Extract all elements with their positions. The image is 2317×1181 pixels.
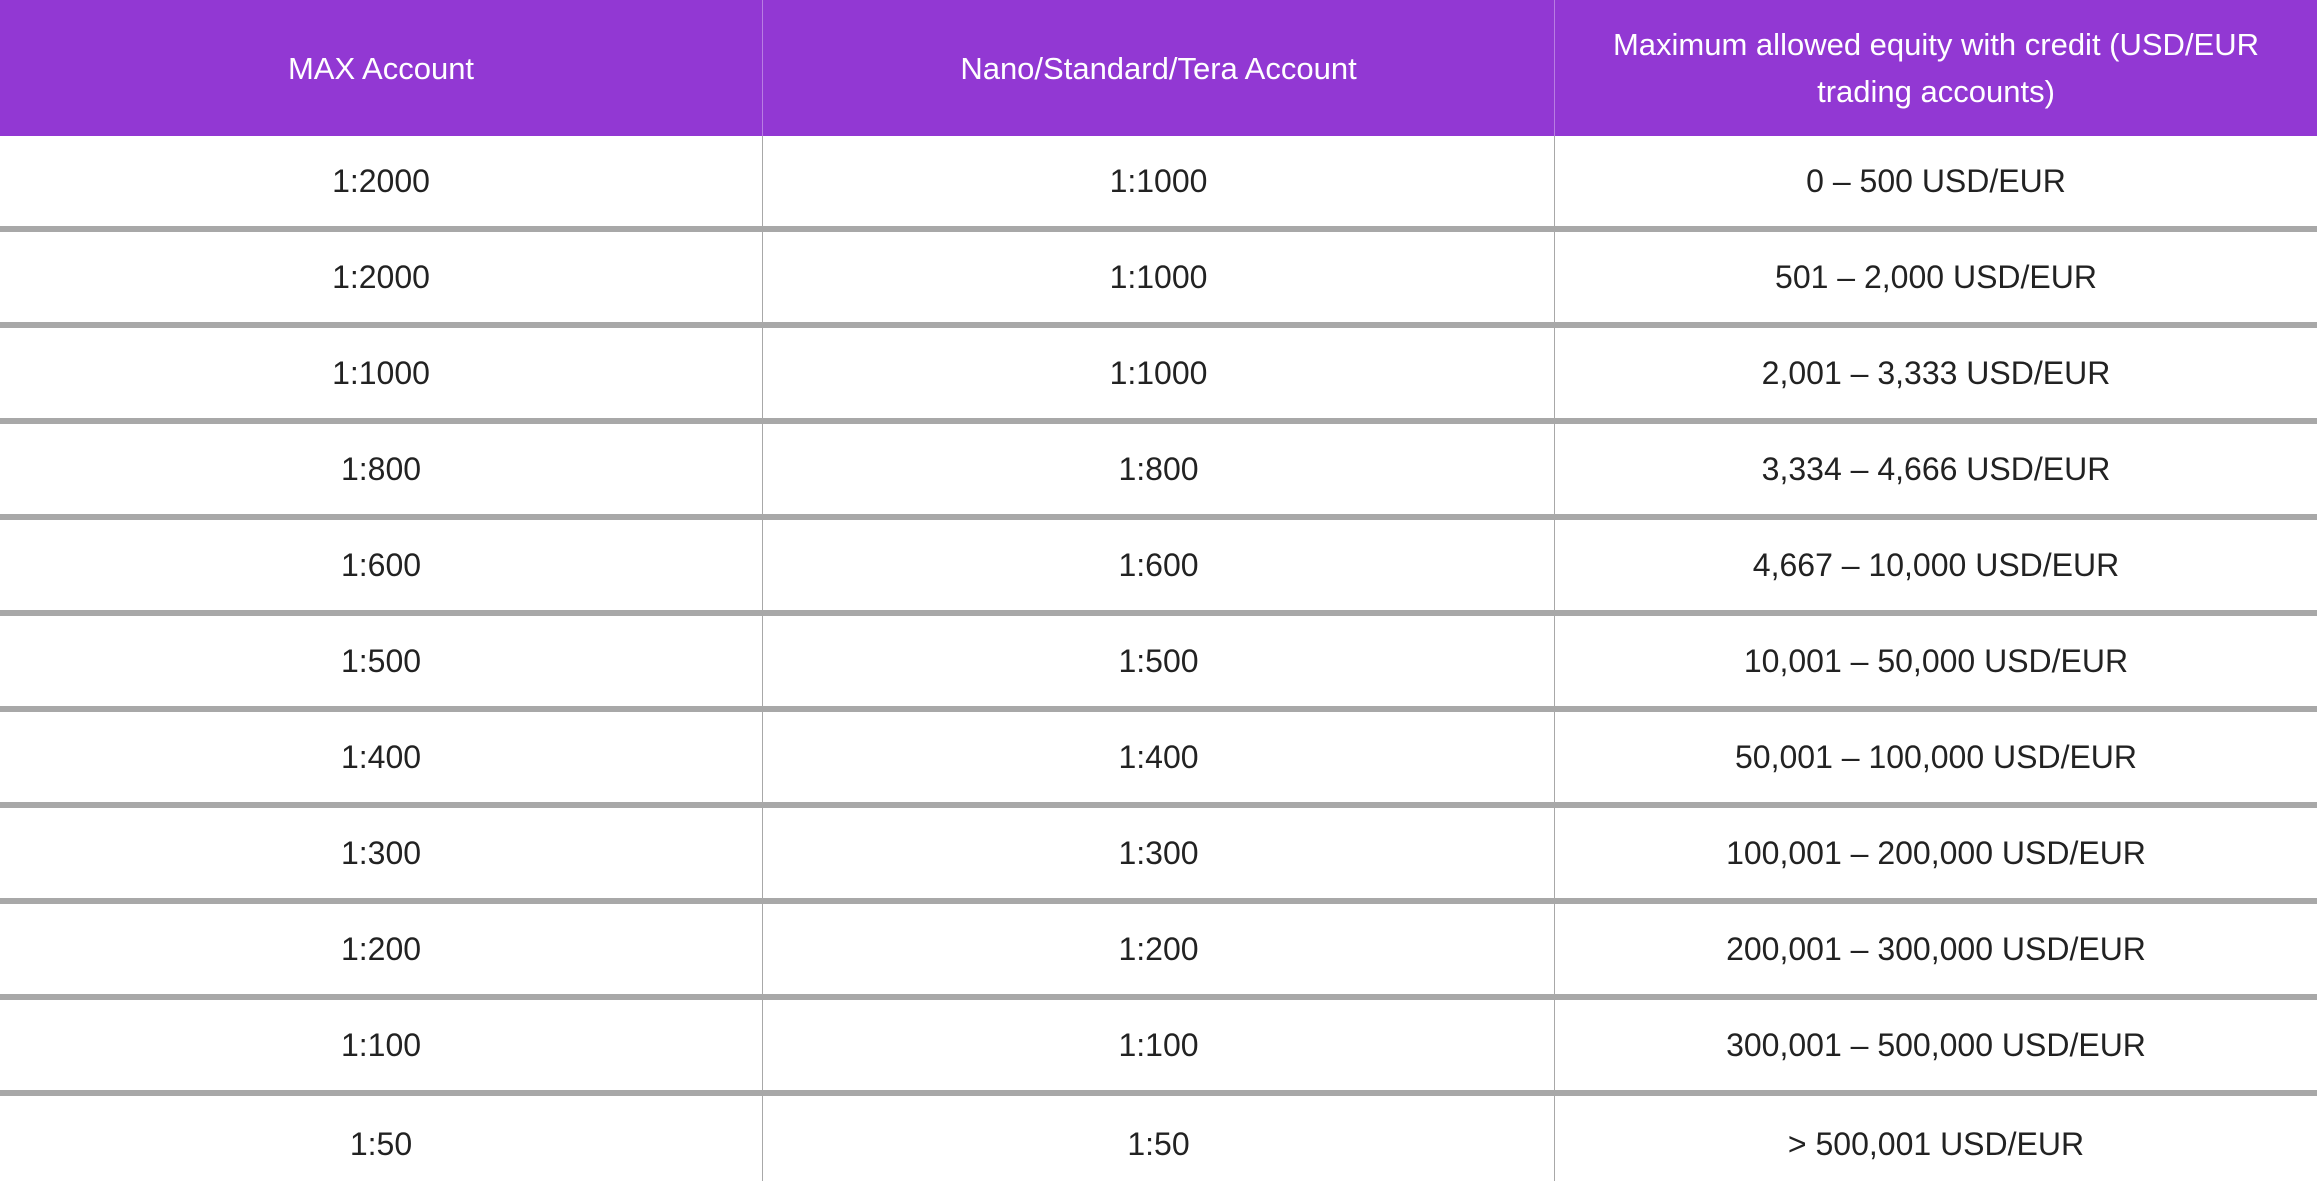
cell-nano-standard-tera-account: 1:100 xyxy=(762,1000,1554,1090)
header-nano-standard-tera-account: Nano/Standard/Tera Account xyxy=(762,0,1554,136)
cell-nano-standard-tera-account: 1:400 xyxy=(762,712,1554,802)
table-row xyxy=(0,232,2317,328)
table-body xyxy=(0,136,2317,1181)
header-max-account: MAX Account xyxy=(287,50,475,86)
cell-nano-standard-tera-account: 1:200 xyxy=(762,904,1554,994)
cell-max-account: 1:800 xyxy=(340,450,422,487)
cell-nano-standard-tera-account: 1:50 xyxy=(762,1096,1554,1181)
table-row xyxy=(0,1096,2317,1181)
cell-max-account: 1:400 xyxy=(340,738,422,775)
cell-max-account: 1:600 xyxy=(340,546,422,583)
cell-maximum-equity: 4,667 – 10,000 USD/EUR xyxy=(1554,520,2317,610)
cell-maximum-equity: 501 – 2,000 USD/EUR xyxy=(1554,232,2317,322)
cell-max-account: 1:300 xyxy=(340,834,422,871)
cell-maximum-equity: 300,001 – 500,000 USD/EUR xyxy=(1554,1000,2317,1090)
cell-maximum-equity: 50,001 – 100,000 USD/EUR xyxy=(1554,712,2317,802)
table-header xyxy=(0,0,2317,136)
cell-nano-standard-tera-account: 1:500 xyxy=(762,616,1554,706)
cell-nano-standard-tera-account: 1:1000 xyxy=(762,232,1554,322)
cell-max-account: 1:100 xyxy=(340,1026,422,1063)
cell-nano-standard-tera-account: 1:800 xyxy=(762,424,1554,514)
cell-max-account: 1:1000 xyxy=(332,354,430,391)
cell-nano-standard-tera-account: 1:600 xyxy=(762,520,1554,610)
table-row xyxy=(0,616,2317,712)
table-row xyxy=(0,136,2317,232)
cell-maximum-equity: > 500,001 USD/EUR xyxy=(1554,1096,2317,1181)
cell-max-account: 1:2000 xyxy=(332,258,430,295)
cell-maximum-equity: 100,001 – 200,000 USD/EUR xyxy=(1554,808,2317,898)
cell-maximum-equity: 10,001 – 50,000 USD/EUR xyxy=(1554,616,2317,706)
cell-maximum-equity: 3,334 – 4,666 USD/EUR xyxy=(1554,424,2317,514)
table-row xyxy=(0,424,2317,520)
cell-max-account: 1:500 xyxy=(340,642,422,679)
table-row xyxy=(0,904,2317,1000)
cell-max-account: 1:2000 xyxy=(332,162,430,199)
cell-nano-standard-tera-account: 1:1000 xyxy=(762,328,1554,418)
table-row xyxy=(0,712,2317,808)
cell-nano-standard-tera-account: 1:300 xyxy=(762,808,1554,898)
cell-maximum-equity: 200,001 – 300,000 USD/EUR xyxy=(1554,904,2317,994)
header-maximum-equity: Maximum allowed equity with credit (USD/EUR trading accounts) xyxy=(1554,0,2317,136)
table-row xyxy=(0,1000,2317,1096)
cell-nano-standard-tera-account: 1:1000 xyxy=(762,136,1554,226)
table-row xyxy=(0,808,2317,904)
cell-max-account: 1:200 xyxy=(340,930,422,967)
table-row xyxy=(0,328,2317,424)
cell-maximum-equity: 2,001 – 3,333 USD/EUR xyxy=(1554,328,2317,418)
cell-max-account: 1:50 xyxy=(349,1125,413,1162)
table-row xyxy=(0,520,2317,616)
cell-maximum-equity: 0 – 500 USD/EUR xyxy=(1554,136,2317,226)
